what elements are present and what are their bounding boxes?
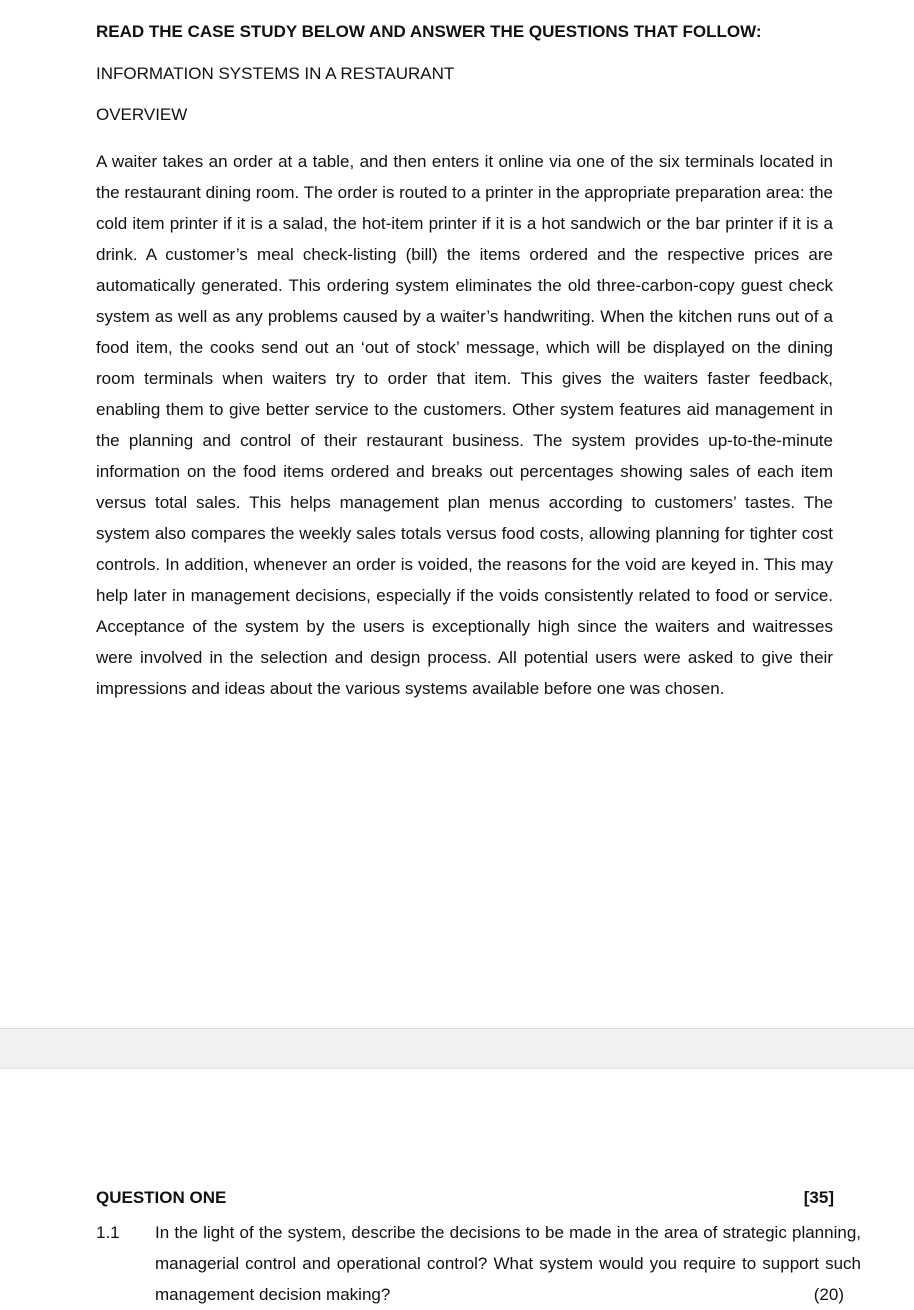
sub-question-text: In the light of the system, describe the decisions to be made in the area of strategic planning, managerial control and operational control? What system would you require to support such management decision making?: [155, 1223, 861, 1304]
sub-question-number: 1.1: [96, 1223, 120, 1242]
page-separator: [0, 1028, 914, 1069]
question-one-total-marks: [35]: [803, 1188, 834, 1207]
document-page-2: [0, 1069, 914, 1305]
question-one-title: QUESTION ONE: [96, 1188, 227, 1207]
sub-question-marks: (20): [813, 1285, 844, 1304]
instruction-heading: READ THE CASE STUDY BELOW AND ANSWER THE QUESTIONS THAT FOLLOW:: [96, 22, 762, 41]
overview-heading: OVERVIEW: [96, 105, 188, 124]
overview-paragraph: A waiter takes an order at a table, and then enters it online via one of the six terminals located in the restaurant dining room. The order is routed to a printer in the appropriate preparation area: the cold item printer if it is a salad, the hot-item printer if it is a hot sandwich or the bar printer if it is a drink. A customer’s meal check-listing (bill) the items ordered and the respective prices are automatically generated. This ordering system eliminates the old three-carbon-copy guest check system as well as any problems caused by a waiter’s handwriting. When the kitchen runs out of a food item, the cooks send out an ‘out of stock’ message, which will be displayed on the dining room terminals when waiters try to order that item. This gives the waiters faster feedback, enabling them to give better service to the customers. Other system features aid management in the planning and control of their restaurant business. The system provides up-to-the-minute information on the food items ordered and breaks out percentages showing sales of each item versus total sales. This helps management plan menus according to customers’ tastes. The system also compares the weekly sales totals versus food costs, allowing planning for tighter cost controls. In addition, whenever an order is voided, the reasons for the void are keyed in. This may help later in management decisions, especially if the voids consistently related to food or service. Acceptance of the system by the users is exceptionally high since the waiters and waitresses were involved in the selection and design process. All potential users were asked to give their impressions and ideas about the various systems available before one was chosen.: [96, 152, 833, 698]
case-study-title: INFORMATION SYSTEMS IN A RESTAURANT: [96, 64, 455, 83]
